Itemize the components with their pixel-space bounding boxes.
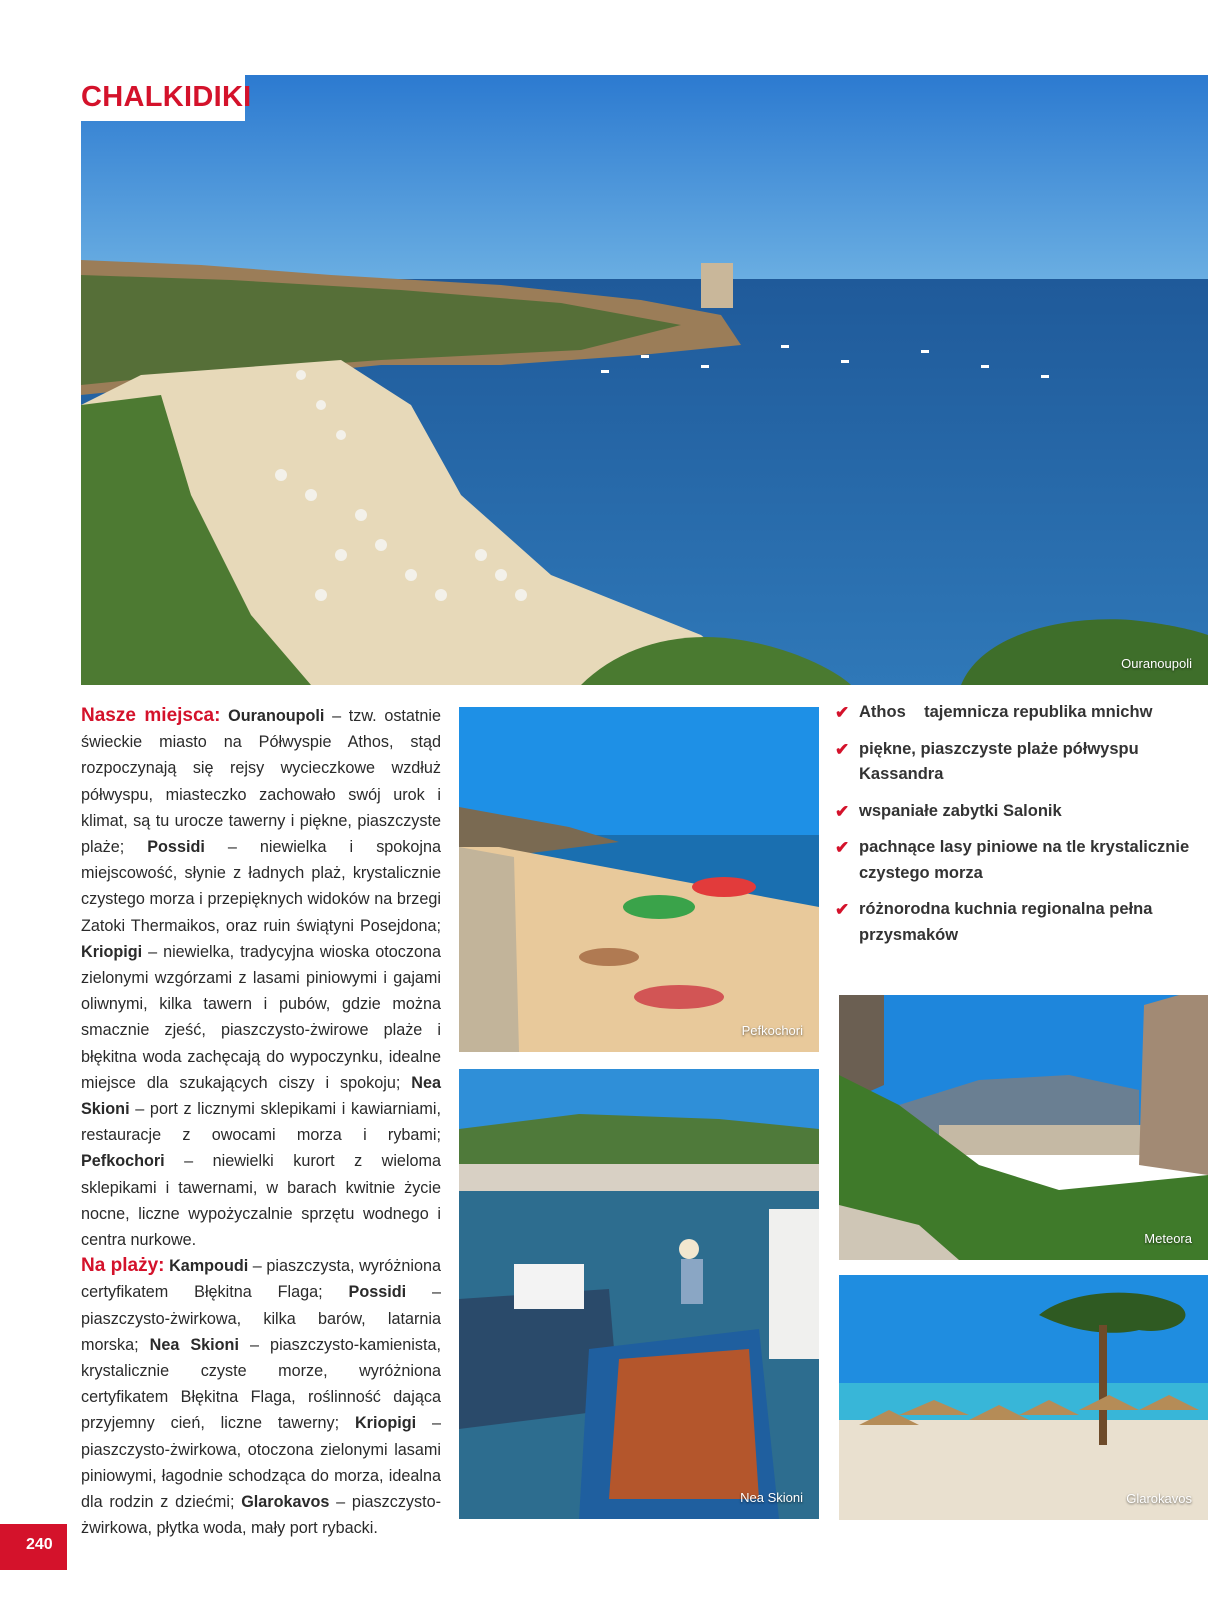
nea-skioni-scene [459, 1069, 819, 1519]
highlights-list [835, 700, 1195, 959]
hero-caption: Ouranoupoli [1121, 656, 1192, 671]
beach-name: Glarokavos [241, 1493, 330, 1512]
places-paragraph [81, 703, 441, 1253]
nea-skioni-photo [459, 1069, 819, 1519]
beach-name: Possidi [348, 1283, 407, 1302]
pefkochori-photo [459, 707, 819, 1052]
place-text: – niewielki kurort z wieloma sklepikami i tawernami, w barach kwitnie życie nocne, liczne wypożyczalnie sprzętu wodnego i centra nurkowe. [81, 1152, 441, 1250]
beach-name: Kampoudi [169, 1257, 249, 1276]
meteora-caption: Meteora [1144, 1231, 1192, 1246]
pefkochori-scene [459, 707, 819, 1052]
beach-name: Kriopigi [354, 1414, 417, 1433]
highlight-text: wspaniałe zabytki Salonik [859, 801, 1062, 820]
page-number: 240 [26, 1536, 53, 1553]
beach-name: Nea Skioni [149, 1335, 239, 1354]
page-number-box [0, 1524, 67, 1570]
place-name: Ouranoupoli [228, 707, 325, 725]
beach-text: – piaszczysto-żwirkowa, płytka woda, mały port rybacki. [81, 1493, 441, 1538]
check-icon: ✔ [835, 703, 850, 722]
meteora-scene [839, 995, 1208, 1260]
place-text: – niewielka, tradycyjna wioska otoczona zielonymi wzgórzami z lasami piniowymi i gajami oliwnymi, kilka tawern i pubów, gdzie można smacznie zjeść, piaszczysto-żwirowe plaże i błękitna woda zachęcają do wypoczynku, idealne miejsce dla szukających ciszy i spokoju; [81, 942, 441, 1092]
highlight-item [835, 799, 1195, 825]
place-name: Possidi [147, 838, 205, 857]
hero-scene [81, 75, 1208, 685]
highlight-text: pachnące lasy piniowe na tle krystalicznie czystego morza [859, 838, 1190, 882]
place-name: Kriopigi [81, 942, 143, 961]
highlight-text: piękne, piaszczyste plaże półwyspu Kassandra [859, 739, 1139, 783]
page-title: CHALKIDIKI [81, 81, 252, 113]
check-icon: ✔ [835, 801, 850, 821]
highlight-item [835, 835, 1195, 886]
nea-skioni-caption: Nea Skioni [740, 1490, 803, 1505]
title-box [81, 75, 252, 121]
place-text: – niewielka i spokojna miejscowość, słynie z ładnych plaż, krystalicznie czystego morza i przepięknych widoków na brzegi Zatoki Thermaikos, oraz ruin świątyni Posejdona; [81, 838, 441, 935]
glarokavos-scene [839, 1275, 1208, 1520]
place-text: – port z licznymi sklepikami i kawiarniami, restauracje z owocami morza i rybami; [81, 1100, 441, 1145]
place-name: Nea Skioni [81, 1073, 441, 1119]
beaches-lead: Na plaży: [81, 1255, 165, 1277]
pefkochori-caption: Pefkochori [741, 1023, 803, 1038]
check-icon: ✔ [835, 900, 850, 919]
beach-text: – piaszczysto-żwirkowa, otoczona zielonymi lasami piniowymi, łagodnie schodząca do morza, idealna dla rodzin z dziećmi; [81, 1414, 441, 1512]
place-name: Pefkochori [81, 1152, 165, 1171]
highlight-item [835, 700, 1195, 726]
highlight-item [835, 897, 1195, 948]
beach-text: – piaszczysto-żwirkowa, kilka barów, latarnia morska; [81, 1283, 441, 1354]
meteora-photo [839, 995, 1208, 1260]
highlight-text: Athos tajemnicza republika mnichw [859, 703, 1153, 721]
check-icon: ✔ [835, 739, 850, 759]
beach-text: – piaszczysto-kamienista, krystalicznie czyste morze, wyróżniona certyfikatem Błękitna Flaga, roślinność dająca przyjemny cień, liczne tawerny; [81, 1335, 441, 1433]
places-lead: Nasze miejsca: [81, 705, 221, 726]
body-text [81, 703, 441, 1542]
highlight-text: różnorodna kuchnia regionalna pełna przysmaków [859, 900, 1153, 944]
glarokavos-photo [839, 1275, 1208, 1520]
highlight-item [835, 737, 1195, 788]
beach-text: – piaszczysta, wyróżniona certyfikatem Błękitna Flaga; [81, 1257, 441, 1302]
hero-photo [81, 75, 1208, 685]
check-icon: ✔ [835, 838, 850, 857]
glarokavos-caption: Glarokavos [1126, 1491, 1192, 1506]
place-text: – tzw. ostatnie świeckie miasto na Półwyspie Athos, stąd rozpoczynają się rejsy wycieczkowe wzdłuż półwyspu, miasteczko zachowało swój urok i klimat, są tu urocze tawerny i piękne, piaszczyste plaże; [81, 707, 442, 857]
beaches-paragraph [81, 1253, 441, 1541]
